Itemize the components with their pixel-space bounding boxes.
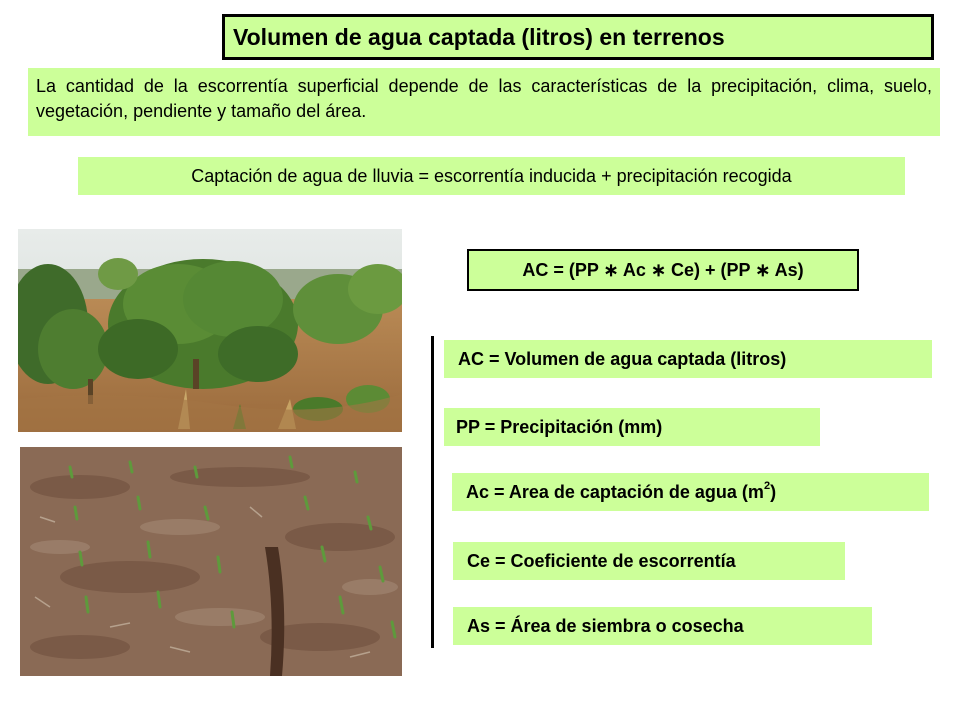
- definition-area-captacion-text: Ac = Area de captación de agua (m: [466, 482, 764, 502]
- definition-area-captacion: [452, 473, 929, 511]
- definition-ac: AC = Volumen de agua captada (litros): [444, 340, 932, 378]
- muddy-seedlings-photo: [20, 447, 402, 676]
- formula-box: AC = (PP ∗ Ac ∗ Ce) + (PP ∗ As): [467, 249, 859, 291]
- slide-title: Volumen de agua captada (litros) en terrenos: [222, 14, 934, 60]
- captacion-equation: Captación de agua de lluvia = escorrentía inducida + precipitación recogida: [78, 157, 905, 195]
- definition-area-captacion-close: ): [770, 482, 777, 502]
- flooded-field-photo: [18, 229, 402, 432]
- definition-as: As = Área de siembra o cosecha: [453, 607, 872, 645]
- intro-paragraph: La cantidad de la escorrentía superficial depende de las características de la precipitación, clima, suelo, vegetación, pendiente y tamaño del área.: [28, 68, 940, 136]
- superscript-two: 2: [763, 480, 771, 492]
- definition-ce: Ce = Coeficiente de escorrentía: [453, 542, 845, 580]
- vertical-divider: [431, 336, 434, 648]
- definition-pp: PP = Precipitación (mm): [444, 408, 820, 446]
